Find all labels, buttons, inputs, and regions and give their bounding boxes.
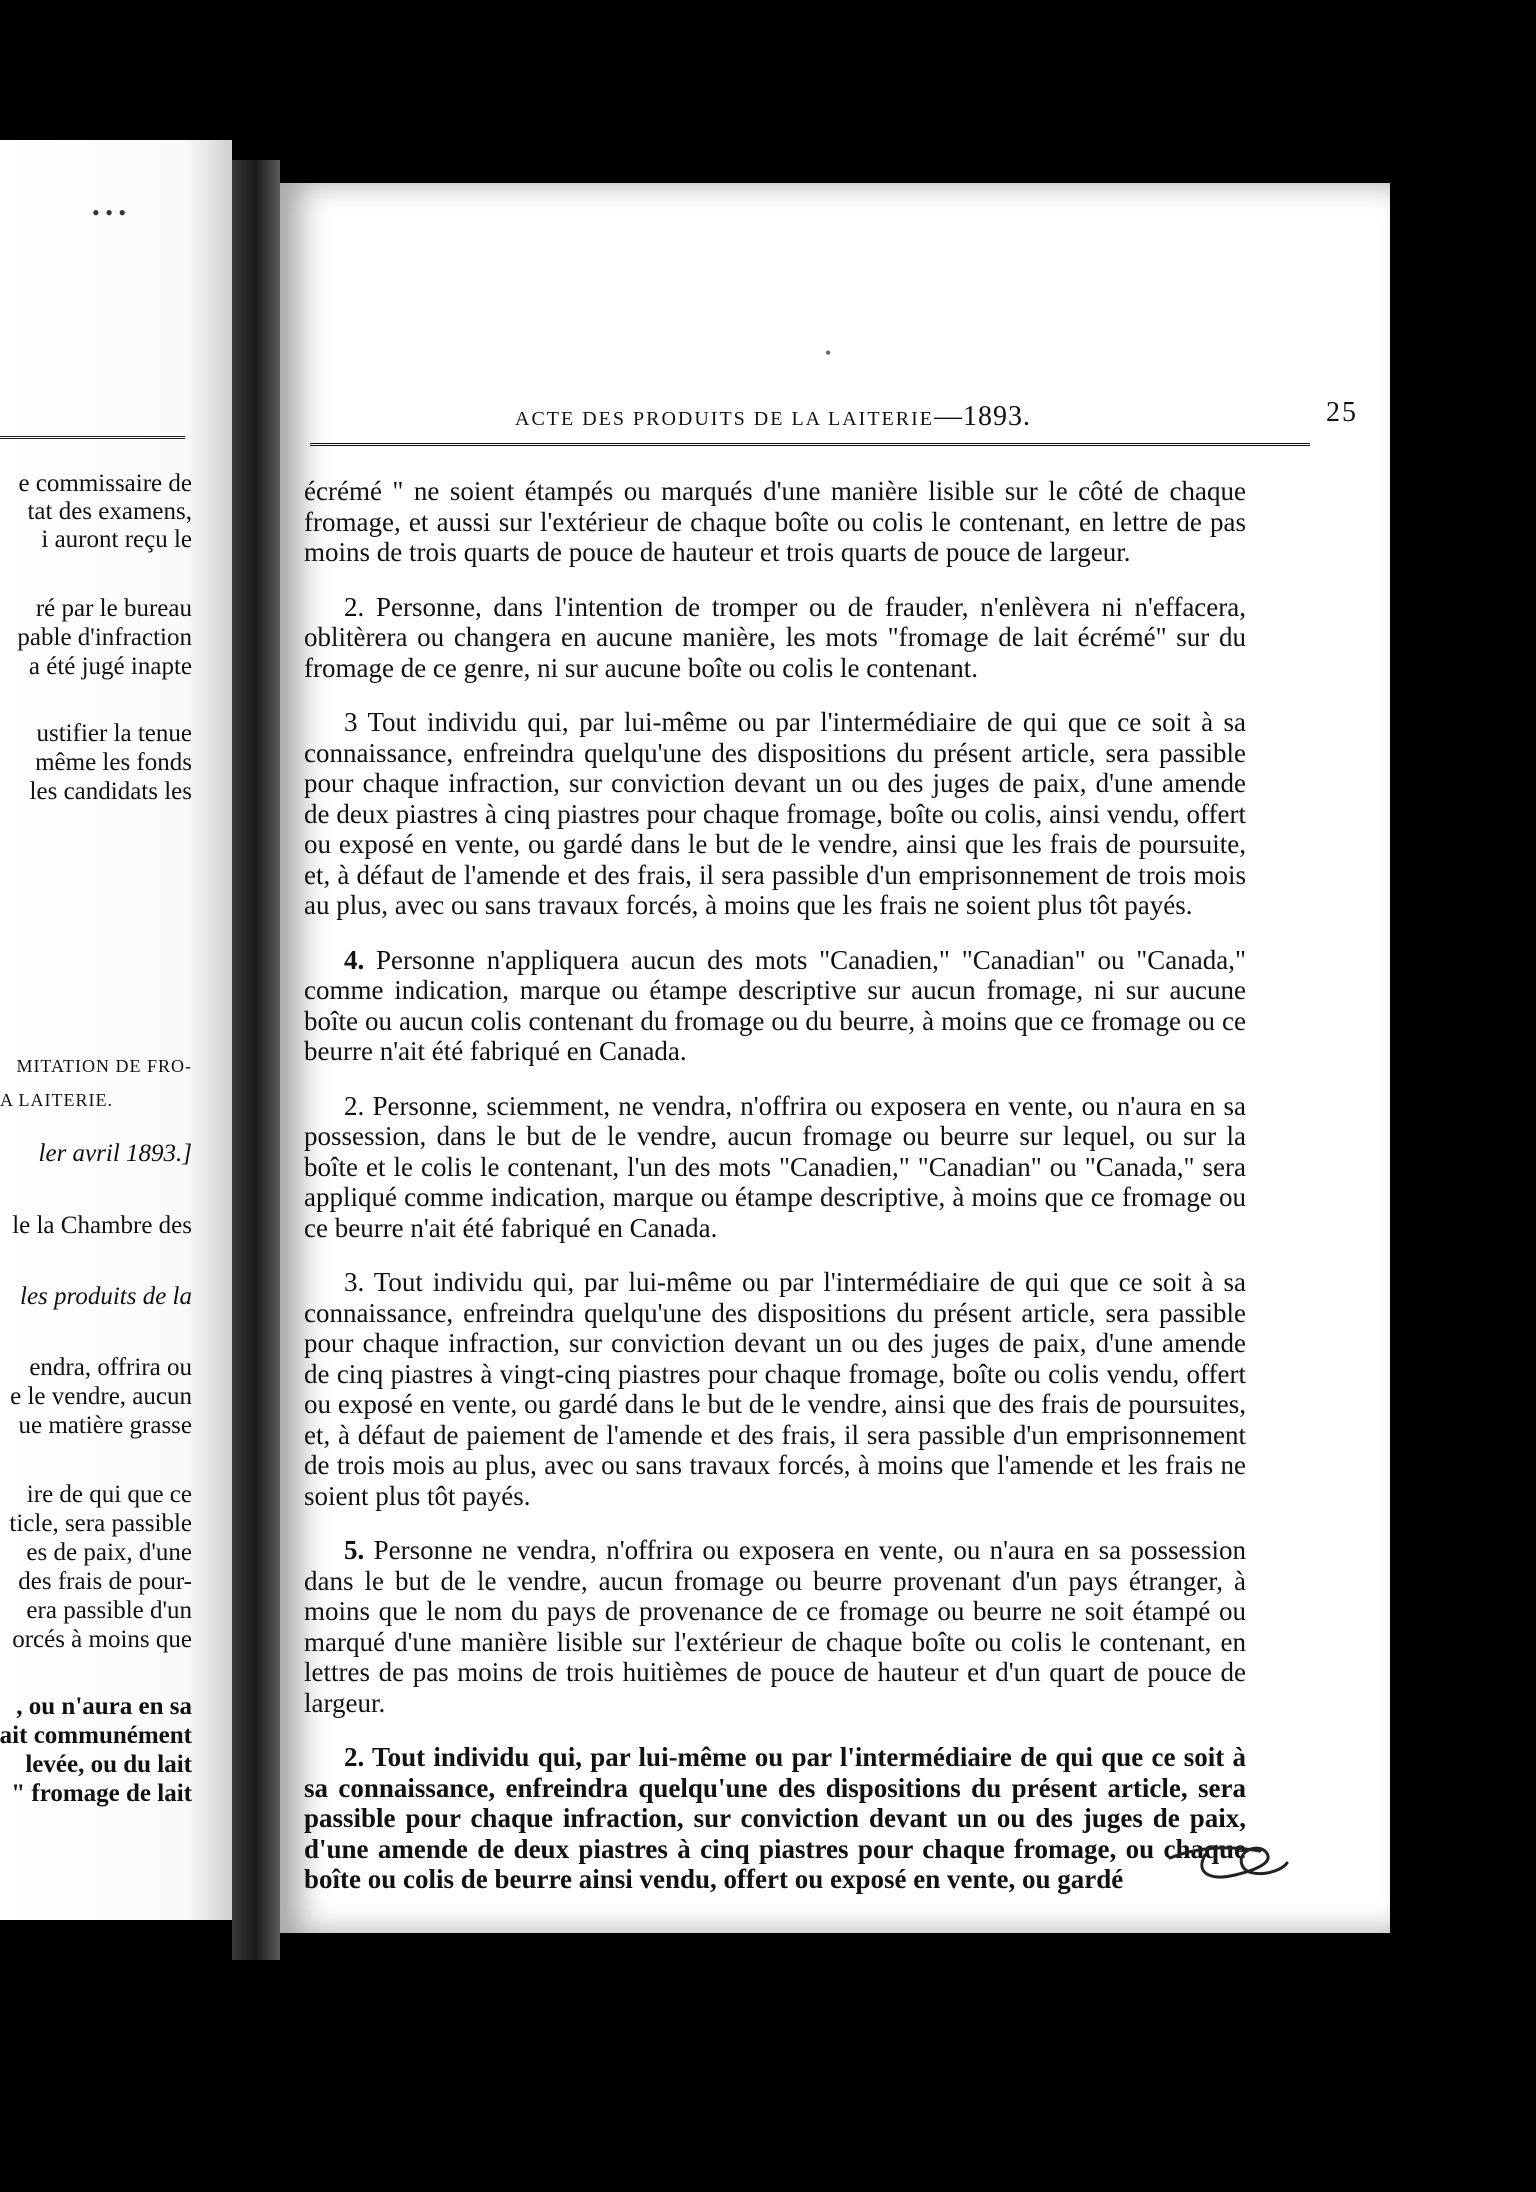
paragraph	[304, 1091, 1246, 1244]
book-gutter	[232, 160, 280, 1960]
left-text-line: tat des examens,	[27, 498, 192, 525]
section-number: 2.	[344, 591, 365, 622]
header-rule	[310, 443, 1310, 446]
left-text-line: endra, offrira ou	[29, 1354, 192, 1381]
paragraph-text: Personne n'appliquera aucun des mots "Canadien," "Canadian" ou "Canada," comme indication, marque ou étampe descriptive sur aucun fromage, ni sur aucune boîte ou aucun colis contenant du fromage ou du beurre, à moins que ce fromage ou ce beurre n'ait été fabriqué en Canada.	[304, 944, 1247, 1066]
paragraph	[304, 1267, 1246, 1511]
left-text-line: i auront reçu le	[41, 526, 192, 553]
paragraph-text: Tout individu qui, par lui-même ou par l'intermédiaire de qui que ce soit à sa connaissance, enfreindra quelqu'une des dispositions du présent article, sera passible pour chaque infraction, sur conviction devant un ou des juges de paix, d'une amende de deux piastres à cinq piastres pour chaque fromage, boîte ou colis, ainsi vendu, offert ou exposé en vente, ou gardé dans le but de le vendre, ainsi que les frais de poursuite, et, à défaut de l'amende et des frais, il sera passible d'un emprisonnement de trois mois au plus, avec ou sans travaux forcés, à moins que les frais ne soient plus tôt payés.	[304, 707, 1246, 920]
left-text-line: même les fonds	[35, 749, 192, 776]
section-number: 4.	[344, 944, 365, 975]
section-number: 3.	[344, 1267, 365, 1297]
body-text	[304, 476, 1246, 1895]
left-text-line: ue matière grasse	[18, 1412, 192, 1439]
left-text-line: pable d'infraction	[17, 624, 192, 651]
left-page-rule	[0, 436, 185, 439]
section-number: 3	[344, 707, 358, 737]
handwritten-mark	[1165, 1833, 1295, 1893]
left-text-line: , ou n'aura en sa	[16, 1693, 192, 1720]
paragraph	[304, 476, 1246, 568]
running-header	[280, 393, 1390, 433]
left-heading-line: A LAITERIE.	[0, 1090, 113, 1110]
paragraph	[304, 707, 1246, 921]
section-number: 2.	[344, 1090, 365, 1121]
left-text-line: es de paix, d'une	[26, 1539, 192, 1566]
running-title-year: —1893.	[933, 401, 1031, 432]
left-text-line: levée, ou du lait	[25, 1751, 192, 1778]
paragraph-text: Personne ne vendra, n'offrira ou exposera en vente, ou n'aura en sa possession dans le but de le vendre, aucun fromage ou beurre provenant d'un pays étranger, à moins que le nom du pays de provenance de ce fromage ou beurre ne soit étampé ou marqué d'une manière lisible sur l'extérieur de chaque boîte ou colis le contenant, en lettres de pas moins de trois huitièmes de pouce de hauteur et d'un quart de pouce de largeur.	[304, 1535, 1246, 1718]
paragraph-text: écrémé " ne soient étampés ou marqués d'une manière lisible sur le côté de chaque fromage, et aussi sur l'extérieur de chaque boîte ou colis le contenant, en lettre de pas moins de trois quarts de pouce de hauteur et trois quarts de pouce de largeur.	[304, 476, 1246, 567]
paragraph	[304, 1535, 1246, 1718]
left-text-line: ait communément	[0, 1722, 192, 1749]
left-text-line: ustifier la tenue	[36, 720, 192, 747]
left-text-line: " fromage de lait	[11, 1780, 192, 1807]
section-number: 2.	[344, 1742, 365, 1772]
left-facing-page	[0, 140, 232, 1920]
paragraph	[304, 945, 1246, 1067]
page-number: 25	[1326, 397, 1358, 428]
left-text-line: des frais de pour-	[18, 1568, 192, 1595]
section-number: 5.	[344, 1535, 365, 1565]
paragraph	[304, 592, 1246, 684]
left-text-line: era passible d'un	[26, 1597, 192, 1624]
paragraph-text: Personne, dans l'intention de tromper ou de frauder, n'enlèvera ni n'effacera, oblitèrera ou changera en aucune manière, les mots "fromage de lait écrémé" sur du fromage de ce genre, ni sur aucune boîte ou colis le contenant.	[304, 591, 1246, 683]
left-text-line: le la Chambre des	[12, 1212, 192, 1239]
left-text-line: les produits de la	[20, 1283, 192, 1310]
running-title: ACTE DES PRODUITS DE LA LAITERIE—1893.	[515, 401, 1031, 432]
ink-speck: •	[825, 343, 832, 363]
left-text-line: a été jugé inapte	[28, 653, 192, 680]
left-date-line: ler avril 1893.]	[38, 1140, 192, 1167]
ink-dots: • • •	[92, 200, 127, 225]
paragraph-text: Tout individu qui, par lui-même ou par l'intermédiaire de qui que ce soit à sa connaissance, enfreindra quelqu'une des dispositions du présent article, sera passible pour chaque infraction, sur conviction devant un ou des juges de paix, d'une amende de cinq piastres à vingt-cinq piastres pour chaque fromage, boîte ou colis vendu, offert ou exposé en vente, ou gardé dans le but de le vendre, ainsi que des frais de poursuites, et, à défaut de paiement de l'amende et des frais, il sera passible d'un emprisonnement de trois mois au plus, avec ou sans travaux forcés, à moins que l'amende et les frais ne soient plus tôt payés.	[304, 1267, 1246, 1511]
paragraph	[304, 1742, 1246, 1895]
left-text-line: e commissaire de	[18, 470, 192, 497]
left-text-line: ticle, sera passible	[9, 1510, 192, 1537]
paragraph-text: Tout individu qui, par lui-même ou par l'intermédiaire de qui que ce soit à sa connaissance, enfreindra quelqu'une des dispositions du présent article, sera passible pour chaque infraction, sur conviction devant un ou des juges de paix, d'une amende de deux piastres à cinq piastres pour chaque fromage, ou chaque boîte ou colis de beurre ainsi vendu, offert ou exposé en vente, ou gardé	[304, 1742, 1246, 1894]
paragraph-text: Personne, sciemment, ne vendra, n'offrira ou exposera en vente, ou n'aura en sa possession, dans le but de le vendre, aucun fromage ou beurre sur lequel, ou sur la boîte et le colis le contenant, l'un des mots "Canadien," "Canadian" ou "Canada," sera appliqué comme indication, marque ou étampe descriptive, à moins que ce fromage ou ce beurre n'ait été fabriqué en Canada.	[304, 1090, 1247, 1243]
document-page	[280, 183, 1390, 1933]
left-text-line: ire de qui que ce	[26, 1481, 192, 1508]
left-text-line: orcés à moins que	[12, 1626, 192, 1653]
left-text-line: e le vendre, aucun	[10, 1383, 192, 1410]
left-text-line: les candidats les	[29, 778, 192, 805]
left-text-line: ré par le bureau	[35, 595, 192, 622]
left-heading-line: MITATION DE FRO-	[16, 1056, 192, 1076]
